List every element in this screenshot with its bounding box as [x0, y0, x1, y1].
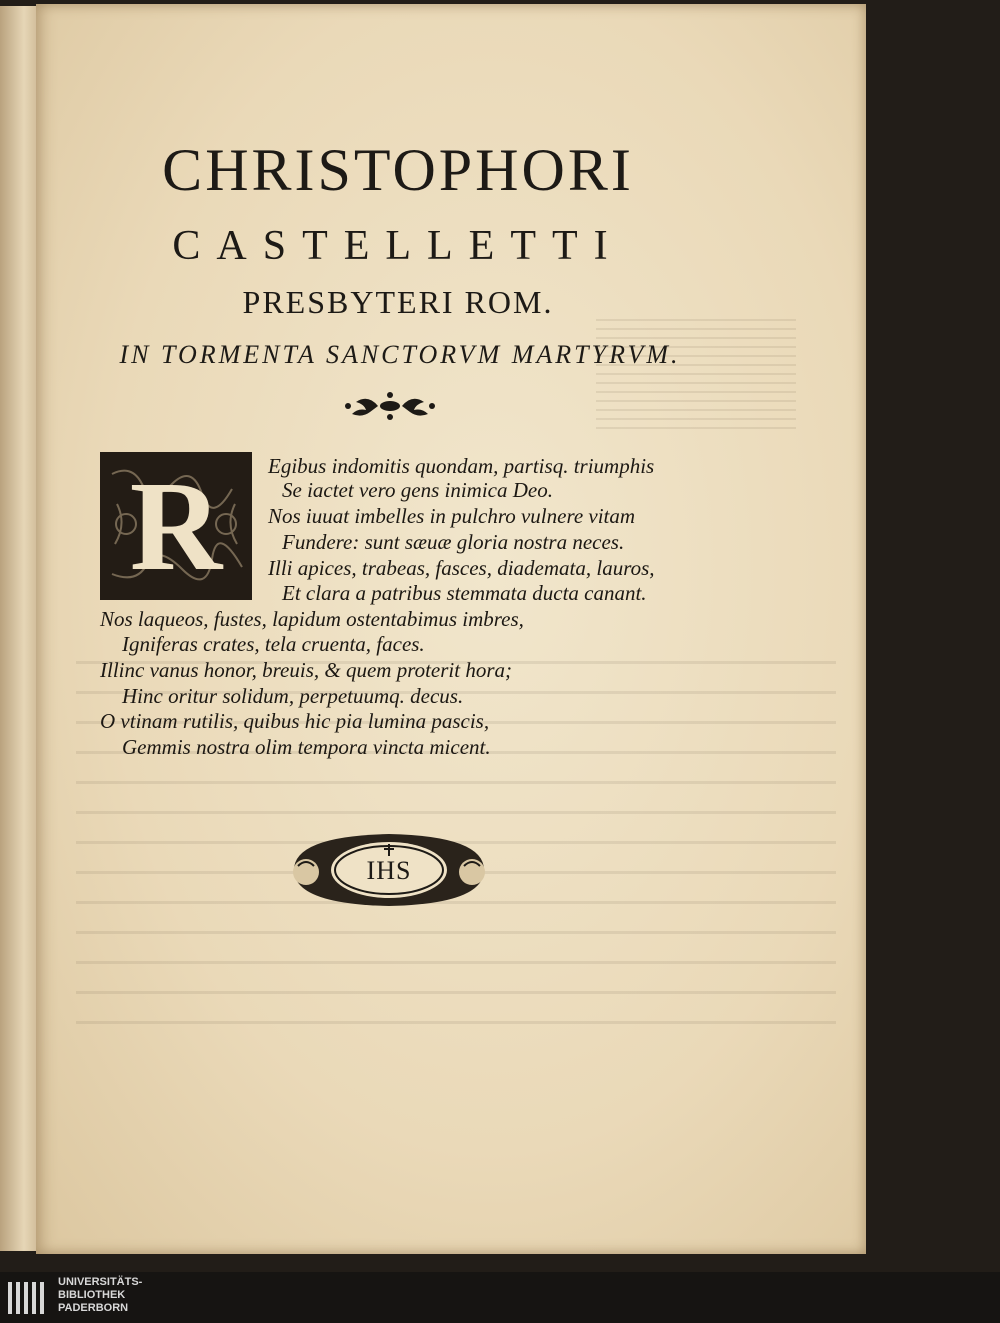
poem-line: Gemmis nostra olim tempora vincta micent. [122, 735, 491, 759]
library-name-line-1: UNIVERSITÄTS- [58, 1276, 143, 1288]
library-name-line-3: PADERBORN [58, 1302, 129, 1314]
poem-line: Illi apices, trabeas, fasces, diademata, lauros, [268, 556, 655, 580]
decorated-initial [100, 452, 252, 600]
poem-line: O vtinam rutilis, quibus hic pia lumina pascis, [100, 709, 490, 733]
title-author-role: PRESBYTERI ROM. [242, 284, 554, 320]
poem-line: Illinc vanus honor, breuis, & quem proterit hora; [100, 658, 513, 682]
fleuron-ornament-icon [340, 386, 440, 426]
poem-line: Et clara a patribus stemmata ducta canant. [282, 581, 647, 605]
poem-line: Hinc oritur solidum, perpetuumq. decus. [122, 684, 464, 708]
poem-line: Egibus indomitis quondam, partisq. triumphis [268, 454, 655, 478]
library-logo-icon [6, 1276, 50, 1320]
library-name [58, 1276, 142, 1315]
title-author-last-name: CASTELLETTI [172, 223, 624, 269]
show-through-ornament [596, 319, 796, 429]
poem-line: Fundere: sunt sæuæ gloria nostra neces. [282, 530, 625, 554]
library-name-line-2: BIBLIOTHEK [58, 1289, 126, 1301]
library-footer [0, 1272, 1000, 1323]
title-author-first-name: CHRISTOPHORI [162, 137, 634, 203]
poem-line: Nos iuuat imbelles in pulchro vulnere vitam [268, 504, 636, 528]
poem-line: Igniferas crates, tela cruenta, faces. [122, 632, 425, 656]
emblem-text: IHS [366, 856, 412, 885]
left-page-edge [0, 6, 40, 1251]
initial-letter: R [129, 455, 223, 597]
title-poem-heading: IN TORMENTA SANCTORVM MARTYRVM. [119, 340, 681, 369]
poem-line: Se iactet vero gens inimica Deo. [282, 478, 553, 502]
ihs-emblem [284, 830, 494, 910]
poem-line: Nos laqueos, fustes, lapidum ostentabimus imbres, [100, 607, 524, 631]
